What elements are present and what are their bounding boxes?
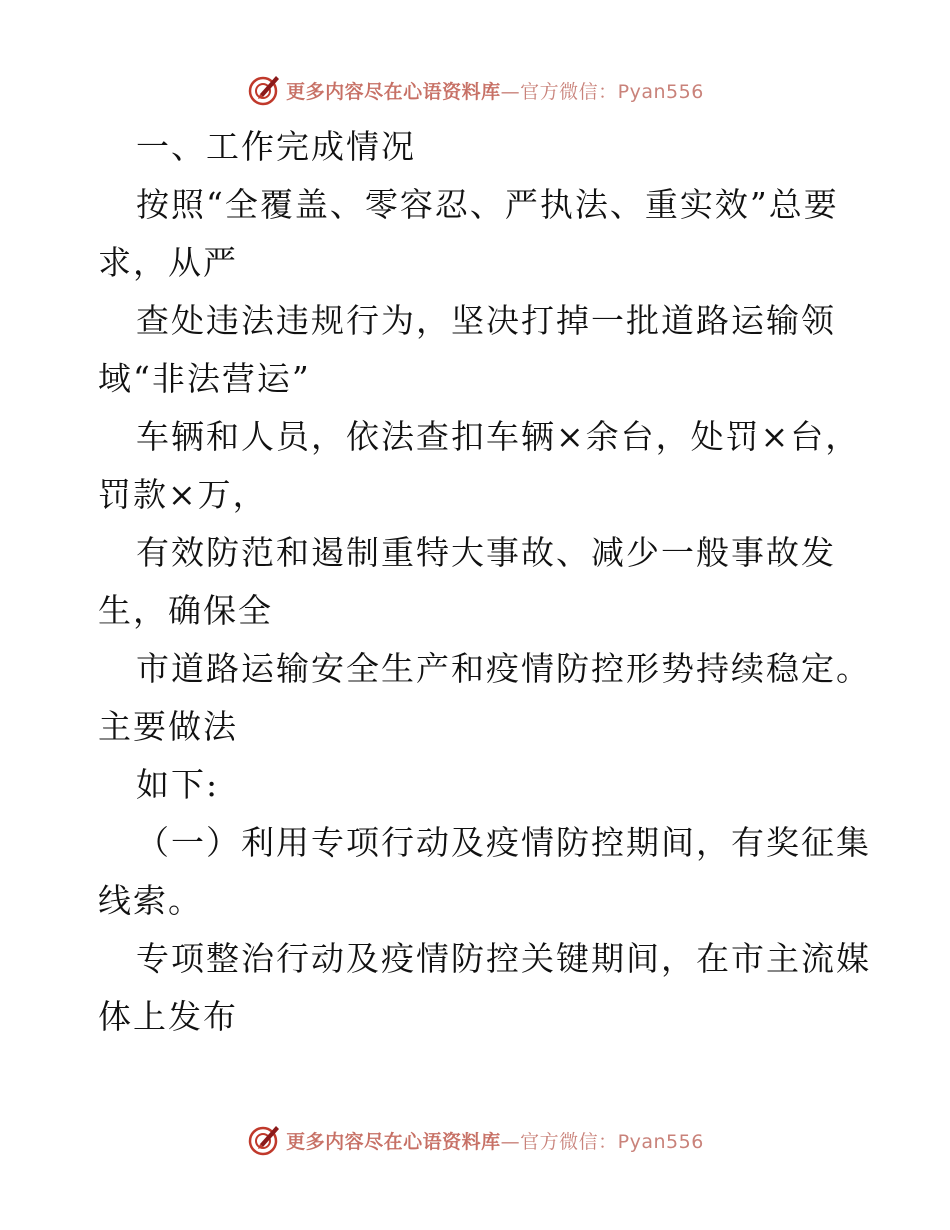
watermark-text: 更多内容尽在心语资料库—官方微信：Pyan556	[286, 80, 704, 103]
document-body	[98, 118, 871, 1046]
paragraph-line: 体上发布	[98, 997, 238, 1036]
paragraph-line: 域“非法营运”	[98, 359, 311, 398]
footer-watermark	[0, 1118, 950, 1162]
paragraph-line: 查处违法违规行为，坚决打掉一批道路运输领	[136, 301, 836, 340]
pen-logo-icon	[246, 72, 282, 108]
paragraph-line: 车辆和人员，依法查扣车辆×余台，处罚×台，	[136, 417, 861, 456]
paragraph-line: 有效防范和遏制重特大事故、减少一般事故发	[136, 533, 836, 572]
paragraph-line: 专项整治行动及疫情防控关键期间，在市主流媒	[136, 939, 871, 978]
paragraph-line: 按照“全覆盖、零容忍、严执法、重实效”总要	[136, 185, 839, 224]
pen-logo-icon	[246, 1122, 282, 1158]
paragraph-line: 生，确保全	[98, 591, 273, 630]
paragraph-line: 线索。	[98, 881, 203, 920]
paragraph-line: 一、工作完成情况	[136, 127, 416, 166]
paragraph-line: 如下:	[136, 765, 220, 804]
paragraph-line: 罚款×万，	[98, 475, 268, 514]
header-watermark	[0, 68, 950, 112]
paragraph-line: （一）利用专项行动及疫情防控期间，有奖征集	[136, 823, 871, 862]
paragraph-line: 主要做法	[98, 707, 238, 746]
watermark-text: 更多内容尽在心语资料库—官方微信：Pyan556	[286, 1130, 704, 1153]
paragraph-line: 市道路运输安全生产和疫情防控形势持续稳定。	[136, 649, 871, 688]
paragraph-line: 求，从严	[98, 243, 238, 282]
